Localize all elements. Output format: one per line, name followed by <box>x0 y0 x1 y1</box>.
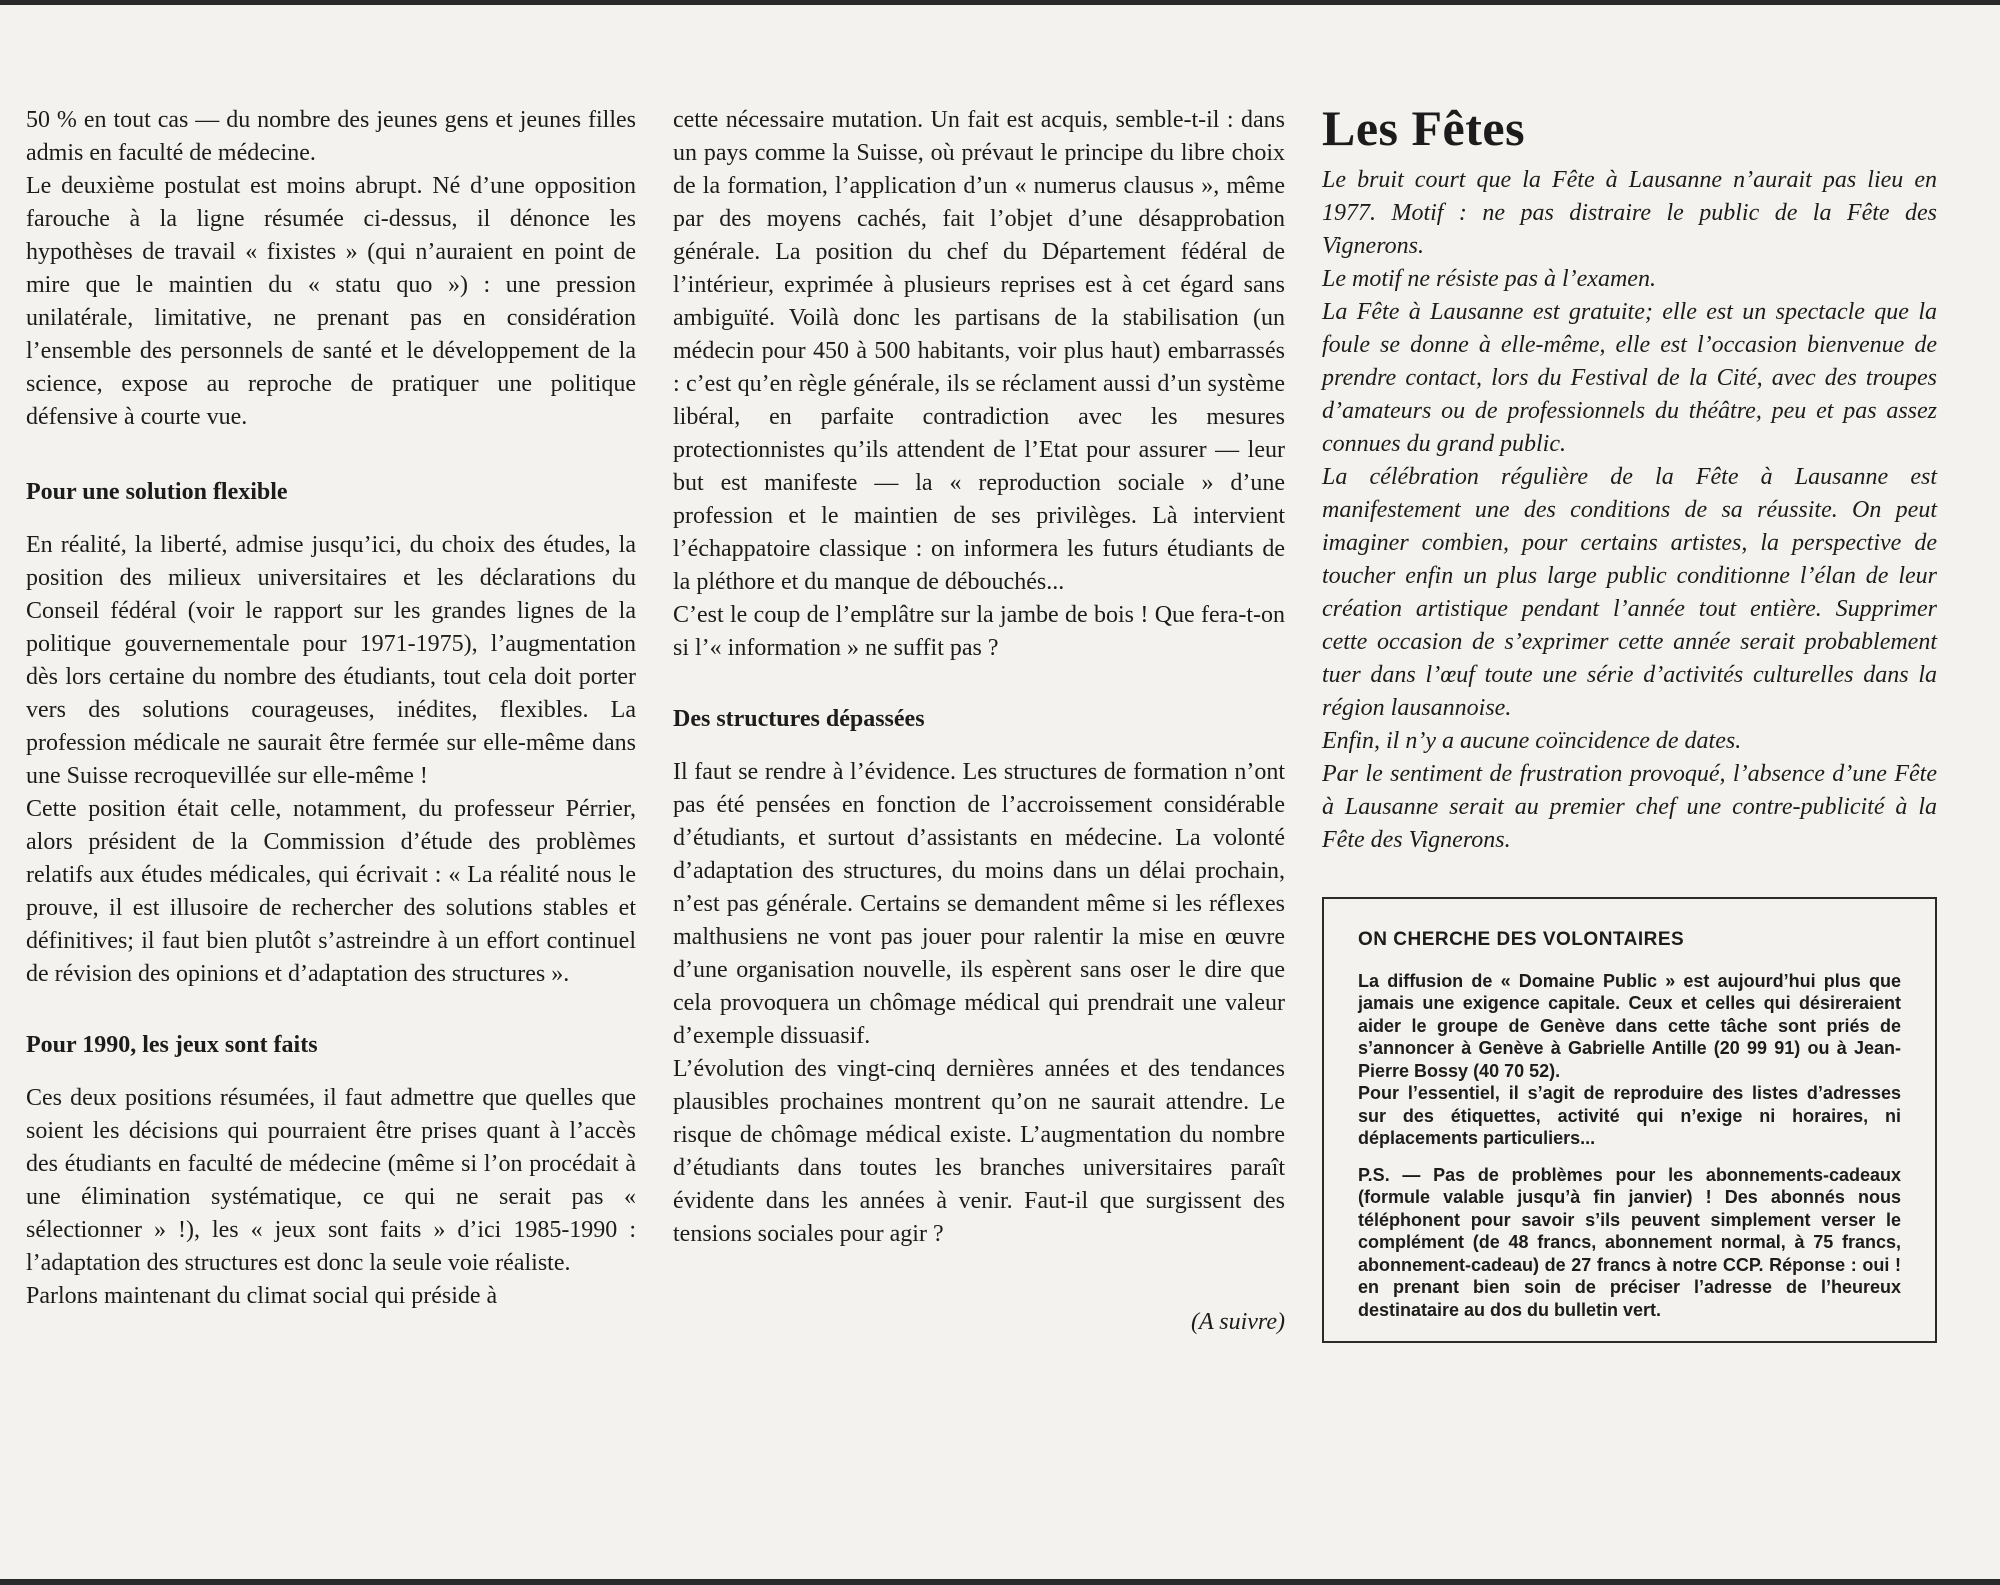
volunteers-notice-box <box>1322 897 1937 1343</box>
section-heading: Des structures dépassées <box>673 706 925 732</box>
column-left <box>26 104 636 1313</box>
bottom-rule <box>0 1579 2000 1585</box>
paragraph: Il faut se rendre à l’évidence. Les structures de formation n’ont pas été pensées en fonction de l’accroissement considérable d’étudiants, et surtout d’assistants en médecine. La volonté d’adaptation des structures, du moins dans un délai prochain, n’est pas générale. Certains se demandent même si les réflexes malthusiens ne vont pas jouer pour ralentir la mise en œuvre d’une organisation nouvelle, ils espèrent sans oser le dire que cela provoquera un chômage médical qui prendrait une valeur d’exemple dissuasif. <box>673 759 1285 1049</box>
paragraph: C’est le coup de l’emplâtre sur la jambe de bois ! Que fera-t-on si l’« information » ne suffit pas ? <box>673 602 1285 661</box>
article-title: Les Fêtes <box>1322 100 1526 156</box>
notice-paragraph: La diffusion de « Domaine Public » est aujourd’hui plus que jamais une exigence capitale. Ceux et celles qui désireraient aider le groupe de Genève dans cette tâche sont priés de s’annoncer à Genève à Gabrielle Antille (20 99 91) ou à Jean-Pierre Bossy (40 70 52). <box>1358 970 1901 1081</box>
paragraph: Par le sentiment de frustration provoqué, l’absence d’une Fête à Lausanne serait au premier chef une contre-publicité à la Fête des Vignerons. <box>1322 761 1937 853</box>
article-body <box>1322 164 1937 857</box>
paragraph: Enfin, il n’y a aucune coïncidence de dates. <box>1322 728 1742 754</box>
paragraph: La célébration régulière de la Fête à Lausanne est manifestement une des conditions de sa réussite. On peut imaginer combien, pour certains artistes, la perspective de toucher enfin un plus large public conditionne l’élan de leur création artistique pendant l’année tout entière. Supprimer cette occasion de s’exprimer cette année serait probablement tuer dans l’œuf toute une série d’activités culturelles dans la région lausannoise. <box>1322 464 1937 721</box>
column-right <box>1322 100 1937 1343</box>
paragraph: Le deuxième postulat est moins abrupt. Né d’une opposition farouche à la ligne résumée ci-dessus, il dénonce les hypothèses de travail « fixistes » (qui n’auraient en point de mire que le maintien du « statu quo ») : une pression unilatérale, limitative, ne prenant pas en considération l’ensemble des personnels de santé et le développement de la science, expose au reproche de pratiquer une politique défensive à courte vue. <box>26 173 636 430</box>
top-rule <box>0 0 2000 5</box>
notice-paragraph: Pour l’essentiel, il s’agit de reproduire des listes d’adresses sur des étiquettes, activité qui n’exige ni horaires, ni déplacements particuliers... <box>1358 1083 1901 1148</box>
paragraph: Le motif ne résiste pas à l’examen. <box>1322 266 1656 292</box>
to-be-continued: (A suivre) <box>1191 1309 1285 1335</box>
paragraph: cette nécessaire mutation. Un fait est acquis, semble-t-il : dans un pays comme la Suisse, où prévaut le principe du libre choix de la formation, l’application d’un « numerus clausus », même par des moyens cachés, fait l’objet d’une désapprobation générale. La position du chef du Département fédéral de l’intérieur, exprimée à plusieurs reprises est à cet égard sans ambiguïté. Voilà donc les partisans de la stabilisation (un médecin pour 450 à 500 habitants, voir plus haut) embarrassés : c’est qu’en règle générale, ils se réclament aussi d’un système libéral, en parfaite contradiction avec les mesures protectionnistes qu’ils attendent de l’Etat pour assurer — leur but est manifeste — la « reproduction sociale » d’une profession et le maintien de ses privilèges. Là intervient l’échappatoire classique : on informera les futurs étudiants de la pléthore et du manque de débouchés... <box>673 107 1285 595</box>
paragraph: En réalité, la liberté, admise jusqu’ici, du choix des études, la position des milieux universitaires et les déclarations du Conseil fédéral (voir le rapport sur les grandes lignes de la politique gouvernementale pour 1971-1975), l’augmentation dès lors certaine du nombre des étudiants, tout cela doit porter vers des solutions courageuses, inédites, flexibles. La profession médicale ne saurait être fermée sur elle-même dans une Suisse recroquevillée sur elle-même ! <box>26 532 636 789</box>
column-middle <box>673 104 1285 1339</box>
paragraph: 50 % en tout cas — du nombre des jeunes gens et jeunes filles admis en faculté de médecine. <box>26 107 636 166</box>
section-heading: Pour une solution flexible <box>26 479 288 505</box>
paragraph: Le bruit court que la Fête à Lausanne n’aurait pas lieu en 1977. Motif : ne pas distraire le public de la Fête des Vignerons. <box>1322 167 1937 259</box>
notice-postscript: P.S. — Pas de problèmes pour les abonnements-cadeaux (formule valable jusqu’à fin janvier) ! Des abonnés nous téléphonent pour savoir s’ils peuvent simplement verser le complément (de 48 francs, abonnement normal, à 75 francs, abonnement-cadeau) de 27 francs à notre CCP. Réponse : oui ! en prenant bien soin de préciser l’adresse de l’heureux destinataire au dos du bulletin vert. <box>1358 1164 1901 1320</box>
paragraph: Ces deux positions résumées, il faut admettre que quelles que soient les décisions qui pourraient être prises quant à l’accès des étudiants en faculté de médecine (même si l’on procédait à une élimination systématique, ce qui ne serait pas « sélectionner » !), les « jeux sont faits » d’ici 1985-1990 : l’adaptation des structures est donc la seule voie réaliste. <box>26 1085 636 1276</box>
paragraph: Cette position était celle, notamment, du professeur Pérrier, alors président de la Commission d’étude des problèmes relatifs aux études médicales, qui écrivait : « La réalité nous le prouve, il est illusoire de rechercher des solutions stables et définitives; il faut bien plutôt s’astreindre à un effort continuel de révision des opinions et d’adaptation des structures ». <box>26 796 636 987</box>
paragraph: L’évolution des vingt-cinq dernières années et des tendances plausibles prochaines montrent qu’on ne saurait attendre. Le risque de chômage médical existe. L’augmentation du nombre d’étudiants dans toutes les branches universitaires paraît évidente dans les années à venir. Faut-il que surgissent des tensions sociales pour agir ? <box>673 1056 1285 1247</box>
paragraph: Parlons maintenant du climat social qui préside à <box>26 1283 498 1309</box>
notice-title: ON CHERCHE DES VOLONTAIRES <box>1358 929 1685 950</box>
section-heading: Pour 1990, les jeux sont faits <box>26 1032 318 1058</box>
paragraph: La Fête à Lausanne est gratuite; elle est un spectacle que la foule se donne à elle-même, elle est l’occasion bienvenue de prendre contact, lors du Festival de la Cité, avec des troupes d’amateurs ou de professionnels du théâtre, peu et pas assez connues du grand public. <box>1322 299 1937 457</box>
